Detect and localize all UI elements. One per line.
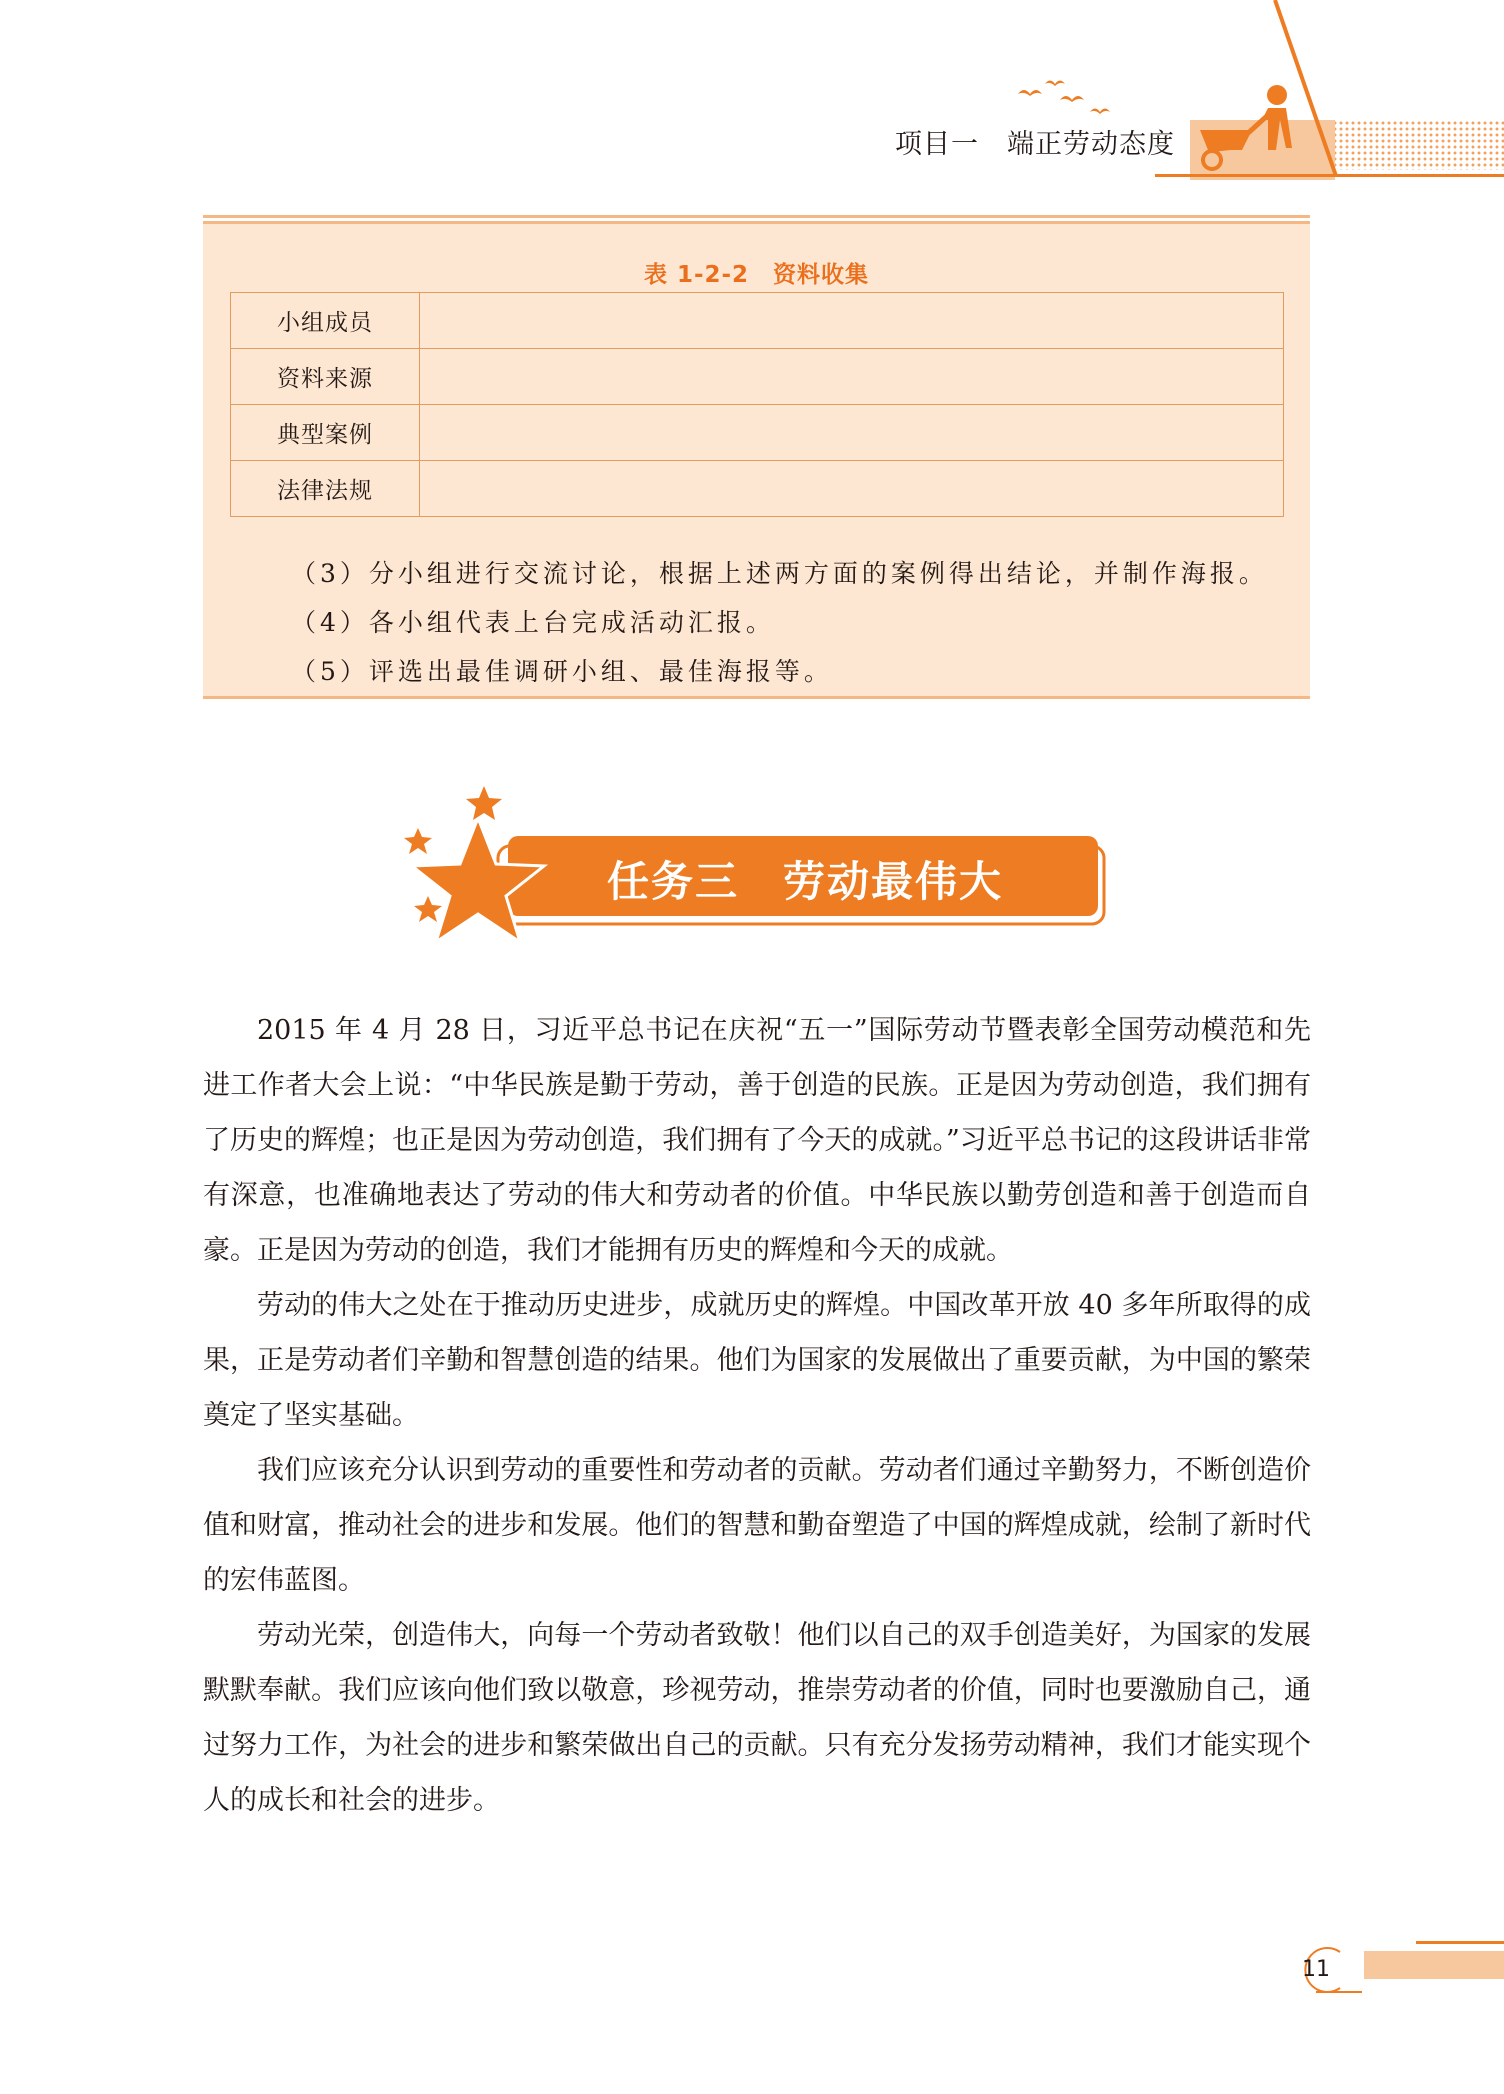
project-title: 项目一 端正劳动态度 bbox=[895, 129, 1175, 160]
table-row-label: 小组成员 bbox=[231, 293, 420, 349]
paragraph: 劳动光荣，创造伟大，向每一个劳动者致敬！他们以自己的双手创造美好，为国家的发展默默奉献。我们应该向他们致以敬意，珍视劳动，推崇劳动者的价值，同时也要激励自己，通过努力工作，为社会的进步和繁荣做出自己的贡献。只有充分发扬劳动精神，我们才能实现个人的成长和社会的进步。 bbox=[203, 1620, 1311, 1816]
step-item: （4）各小组代表上台完成活动汇报。 bbox=[291, 608, 775, 637]
paragraph: 我们应该充分认识到劳动的重要性和劳动者的贡献。劳动者们通过辛勤努力，不断创造价值和财富，推动社会的进步和发展。他们的智慧和勤奋塑造了中国的辉煌成就，绘制了新时代的宏伟蓝图。 bbox=[203, 1455, 1311, 1596]
table-caption: 表 1-2-2 资料收集 bbox=[643, 262, 870, 288]
table-row-label: 法律法规 bbox=[231, 461, 420, 517]
task-title: 任务三 劳动最伟大 bbox=[606, 857, 1003, 906]
page-number: 11 bbox=[1302, 1957, 1330, 1982]
paragraph: 2015 年 4 月 28 日，习近平总书记在庆祝“五一”国际劳动节暨表彰全国劳动模范和先进工作者大会上说：“中华民族是勤于劳动，善于创造的民族。正是因为劳动创造，我们拥有了历史的辉煌；也正是因为劳动创造，我们拥有了今天的成就。”习近平总书记的这段讲话非常有深意，也准确地表达了劳动的伟大和劳动者的价值。中华民族以勤劳创造和善于创造而自豪。正是因为劳动的创造，我们才能拥有历史的辉煌和今天的成就。 bbox=[203, 1015, 1311, 1266]
step-item: （3）分小组进行交流讨论，根据上述两方面的案例得出结论，并制作海报。 bbox=[291, 559, 1268, 588]
paragraph: 劳动的伟大之处在于推动历史进步，成就历史的辉煌。中国改革开放 40 多年所取得的成果，正是劳动者们辛勤和智慧创造的结果。他们为国家的发展做出了重要贡献，为中国的繁荣奠定了坚实基础。 bbox=[203, 1290, 1311, 1431]
step-item: （5）评选出最佳调研小组、最佳海报等。 bbox=[291, 657, 833, 686]
table-row-label: 典型案例 bbox=[231, 405, 420, 461]
table-row-label: 资料来源 bbox=[231, 349, 420, 405]
